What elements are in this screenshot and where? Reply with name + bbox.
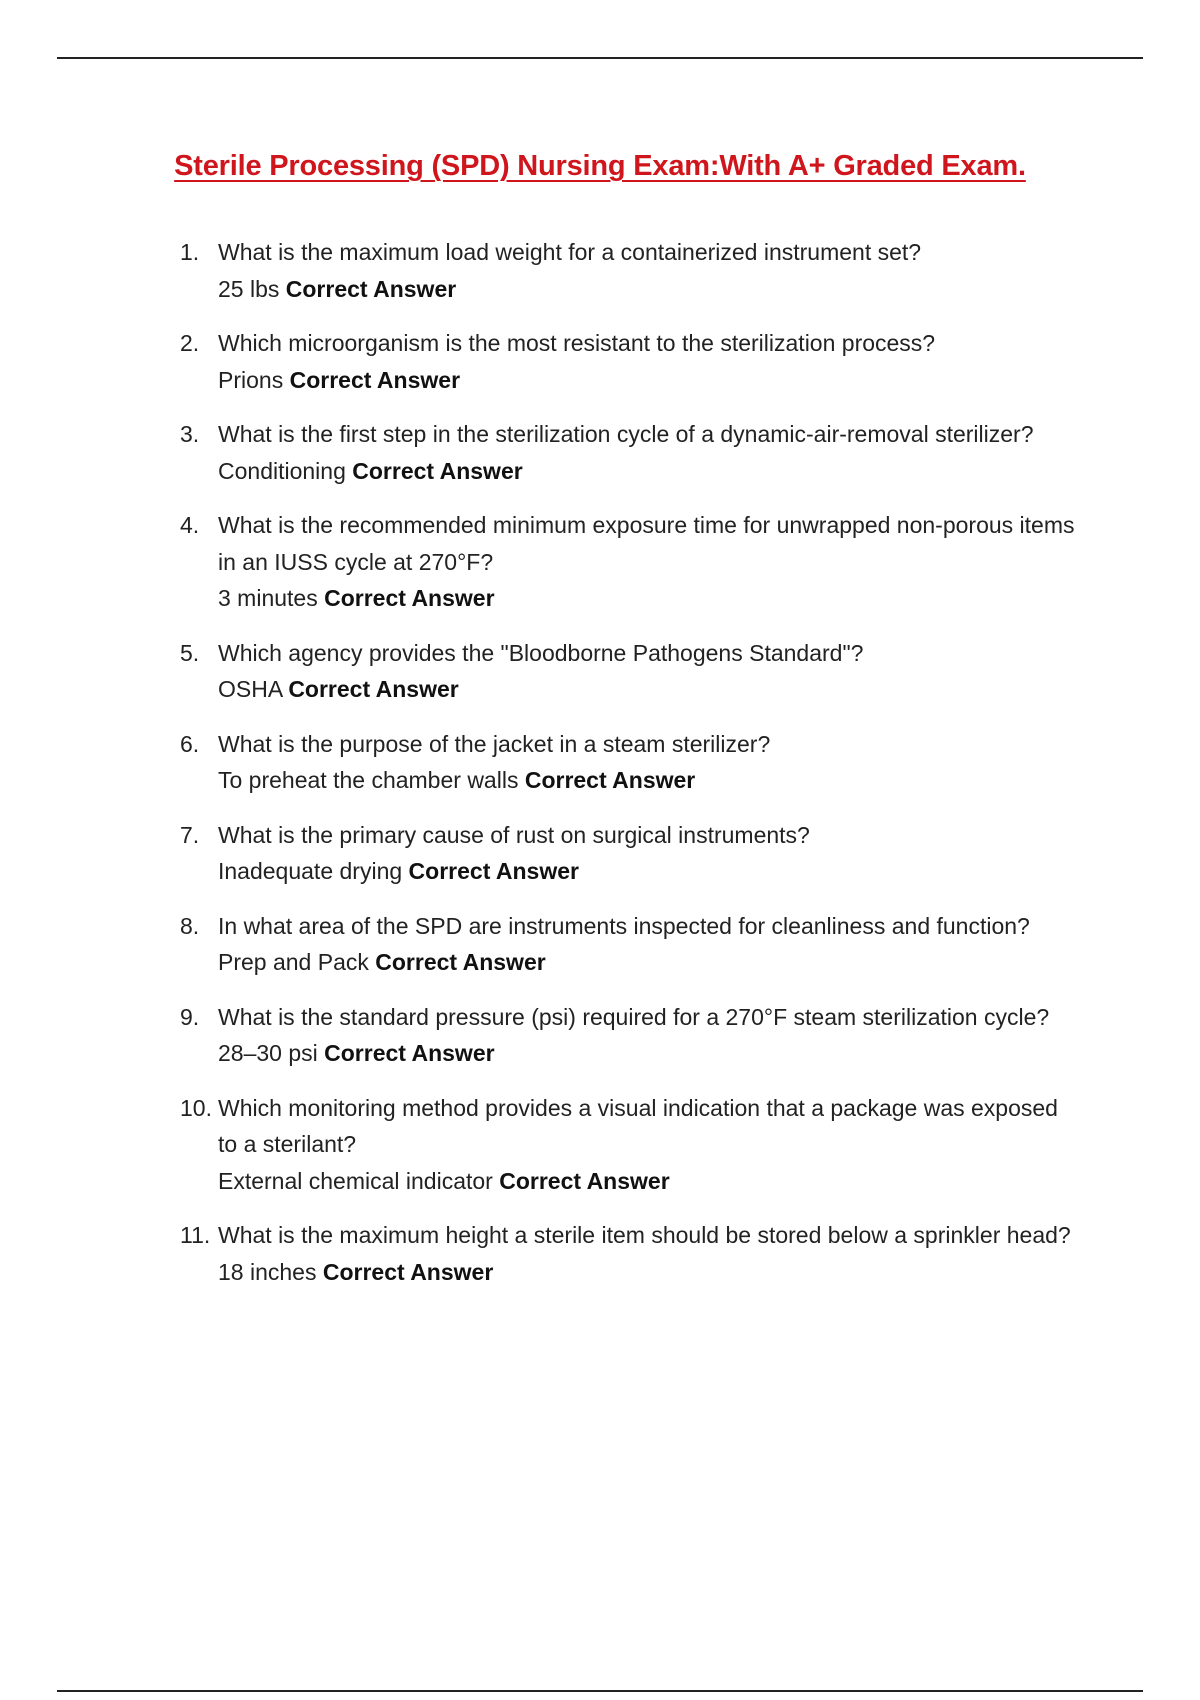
- qa-answer-line: [218, 853, 1080, 890]
- qa-number: 1.: [180, 239, 200, 265]
- qa-item: [180, 416, 1080, 489]
- qa-question: Which microorganism is the most resistant to the sterilization process?: [218, 330, 936, 356]
- qa-answer: 18 inches: [218, 1258, 317, 1285]
- qa-answer: Inadequate drying: [218, 858, 403, 884]
- qa-question: What is the purpose of the jacket in a steam sterilizer?: [218, 730, 771, 757]
- qa-number: 7.: [180, 821, 200, 848]
- qa-answer-line: [218, 271, 1080, 308]
- qa-answer: OSHA: [218, 676, 282, 702]
- qa-question: What is the maximum load weight for a containerized instrument set?: [218, 239, 922, 265]
- qa-answer-line: [218, 1254, 1080, 1291]
- qa-question: Which monitoring method provides a visual indication that a package was exposed to a sterilant?: [218, 1094, 1058, 1157]
- qa-number: 10.: [180, 1094, 212, 1121]
- qa-number: 4.: [180, 512, 200, 538]
- correct-answer-label: Correct Answer: [524, 767, 696, 793]
- correct-answer-label: Correct Answer: [324, 585, 495, 611]
- qa-number: 5.: [180, 639, 200, 666]
- qa-number: 3.: [180, 421, 200, 447]
- correct-answer-label: Correct Answer: [285, 275, 457, 302]
- qa-answer: Prep and Pack: [218, 949, 369, 975]
- page-title: Sterile Processing (SPD) Nursing Exam:With A+ Graded Exam.: [174, 150, 1026, 182]
- qa-number: 6.: [180, 730, 200, 757]
- qa-answer-line: [218, 762, 1080, 799]
- qa-answer-line: [218, 453, 1080, 490]
- correct-answer-label: Correct Answer: [375, 949, 546, 975]
- correct-answer-label: Correct Answer: [408, 858, 579, 884]
- qa-answer-line: [218, 671, 1080, 708]
- qa-answer-line: [218, 1163, 1080, 1200]
- qa-answer-line: [218, 580, 1080, 617]
- qa-answer: Prions: [218, 366, 284, 393]
- qa-question: What is the standard pressure (psi) required for a 270°F steam sterilization cycle?: [218, 1003, 1050, 1030]
- qa-item: [180, 908, 1080, 981]
- qa-question: What is the primary cause of rust on surgical instruments?: [218, 821, 810, 848]
- qa-item: [180, 507, 1080, 617]
- qa-number: 11.: [180, 1222, 211, 1248]
- correct-answer-label: Correct Answer: [324, 1040, 495, 1066]
- qa-answer: 25 lbs: [218, 275, 280, 302]
- qa-answer: To preheat the chamber walls: [218, 767, 519, 793]
- qa-question: What is the recommended minimum exposure time for unwrapped non-porous items in an IUSS cycle at 270°F?: [218, 512, 1075, 575]
- qa-item: [180, 726, 1080, 799]
- qa-item: [180, 1090, 1080, 1200]
- qa-answer: 3 minutes: [218, 585, 318, 611]
- qa-question: Which agency provides the "Bloodborne Pathogens Standard"?: [218, 639, 864, 666]
- correct-answer-label: Correct Answer: [352, 457, 523, 484]
- qa-list: [180, 234, 1080, 1308]
- qa-answer: Conditioning: [218, 457, 346, 484]
- qa-item: [180, 817, 1080, 890]
- qa-number: 8.: [180, 912, 200, 939]
- correct-answer-label: Correct Answer: [322, 1258, 494, 1285]
- qa-item: [180, 234, 1080, 307]
- bottom-rule: [57, 1690, 1143, 1692]
- qa-item: [180, 999, 1080, 1072]
- qa-number: 2.: [180, 330, 200, 356]
- correct-answer-label: Correct Answer: [289, 366, 461, 393]
- qa-item: [180, 1217, 1080, 1290]
- qa-answer: External chemical indicator: [218, 1167, 493, 1194]
- qa-answer-line: [218, 1035, 1080, 1072]
- qa-item: [180, 325, 1080, 398]
- qa-item: [180, 635, 1080, 708]
- qa-question: What is the maximum height a sterile item should be stored below a sprinkler head?: [218, 1222, 1071, 1248]
- qa-number: 9.: [180, 1003, 200, 1030]
- correct-answer-label: Correct Answer: [499, 1167, 670, 1194]
- qa-question: In what area of the SPD are instruments inspected for cleanliness and function?: [218, 912, 1030, 939]
- qa-answer-line: [218, 944, 1080, 981]
- correct-answer-label: Correct Answer: [288, 676, 459, 702]
- qa-answer-line: [218, 362, 1080, 399]
- qa-question: What is the first step in the sterilization cycle of a dynamic-air-removal sterilizer?: [218, 421, 1034, 447]
- top-rule: [57, 57, 1143, 59]
- qa-answer: 28–30 psi: [218, 1040, 318, 1066]
